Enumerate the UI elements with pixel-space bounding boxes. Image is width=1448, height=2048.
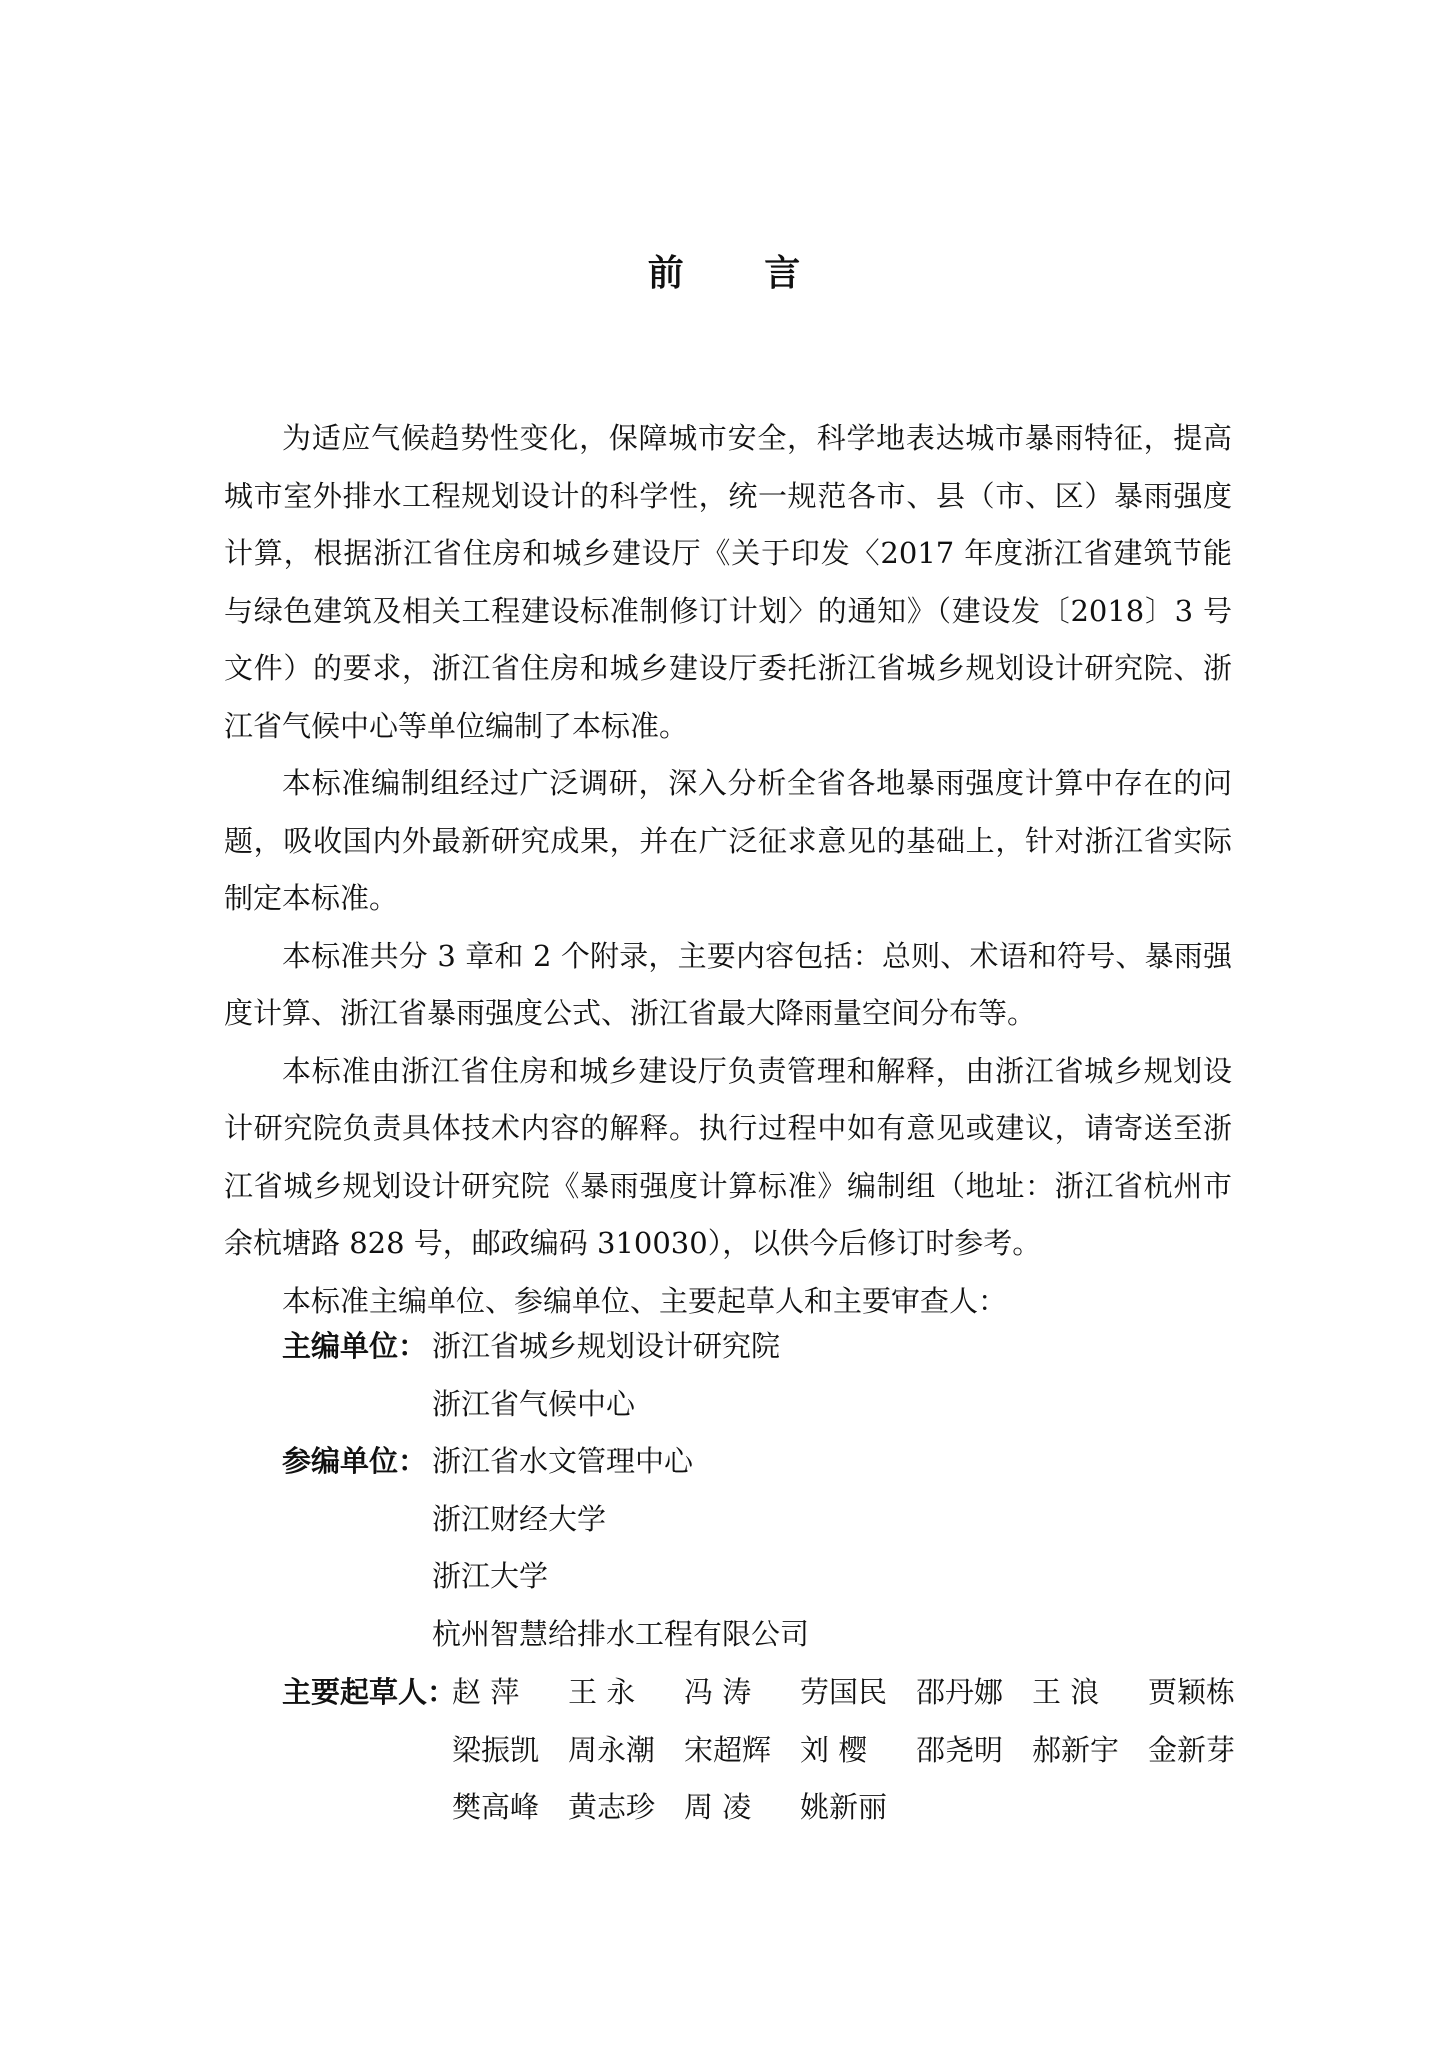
drafter-name: 贾颖栋	[1148, 1675, 1236, 1709]
participating-unit-label: 参编单位：	[282, 1444, 428, 1478]
drafter-name: 姚新丽	[800, 1790, 888, 1824]
participating-unit-row	[282, 1433, 1232, 1491]
drafter-name: 周永潮	[568, 1732, 656, 1767]
drafter-name: 邵丹娜	[916, 1675, 1004, 1709]
drafter-name: 冯 涛	[684, 1675, 752, 1709]
drafter-name: 黄志珍	[568, 1790, 656, 1824]
drafter-name: 金新芽	[1148, 1732, 1236, 1767]
drafter-row	[282, 1722, 1262, 1780]
drafter-list	[282, 1664, 1262, 1837]
paragraph-1: 为适应气候趋势性变化，保障城市安全，科学地表达城市暴雨特征，提高城市室外排水工程规划设计的科学性，统一规范各市、县（市、区）暴雨强度计算，根据浙江省住房和城乡建设厅《关于印发〈2017 年度浙江省建筑节能与绿色建筑及相关工程建设标准制修订计划〉的通知》（建设发〔2018〕3 号文件）的要求，浙江省住房和城乡建设厅委托浙江省城乡规划设计研究院、浙江省气候中心等单位编制了本标准。	[224, 421, 1232, 743]
chief-unit-row	[282, 1376, 1232, 1434]
unit-list	[282, 1318, 1232, 1663]
drafter-name: 王 浪	[1032, 1675, 1100, 1709]
participating-unit-name: 浙江大学	[432, 1559, 549, 1593]
drafter-name: 宋超辉	[684, 1732, 772, 1767]
drafter-row	[282, 1779, 1262, 1837]
preface-body	[224, 410, 1232, 1330]
drafter-name: 樊高峰	[452, 1790, 540, 1824]
drafter-row	[282, 1664, 1262, 1722]
drafter-name: 王 永	[568, 1675, 636, 1709]
drafter-name: 梁振凯	[452, 1732, 540, 1767]
drafter-name: 劳国民	[800, 1675, 888, 1709]
paragraph-5: 本标准主编单位、参编单位、主要起草人和主要审查人：	[282, 1283, 1008, 1318]
page-title: 前 言	[647, 253, 835, 294]
drafter-name: 周 凌	[684, 1790, 752, 1824]
drafter-name: 郝新宇	[1032, 1732, 1120, 1767]
chief-unit-name: 浙江省气候中心	[432, 1386, 636, 1421]
participating-unit-row	[282, 1606, 1232, 1664]
participating-unit-name: 浙江财经大学	[432, 1501, 607, 1536]
chief-unit-row	[282, 1318, 1232, 1376]
chief-unit-name: 浙江省城乡规划设计研究院	[432, 1329, 781, 1363]
participating-unit-row	[282, 1491, 1232, 1549]
participating-unit-name: 浙江省水文管理中心	[432, 1444, 694, 1478]
paragraph-3: 本标准共分 3 章和 2 个附录，主要内容包括：总则、术语和符号、暴雨强度计算、浙江省暴雨强度公式、浙江省最大降雨量空间分布等。	[224, 938, 1232, 1030]
paragraph-4: 本标准由浙江省住房和城乡建设厅负责管理和解释，由浙江省城乡规划设计研究院负责具体技术内容的解释。执行过程中如有意见或建议，请寄送至浙江省城乡规划设计研究院《暴雨强度计算标准》编制组（地址：浙江省杭州市余杭塘路 828 号，邮政编码 310030），以供今后修订时参考。	[224, 1053, 1232, 1260]
chief-unit-label: 主编单位：	[282, 1329, 428, 1363]
paragraph-2: 本标准编制组经过广泛调研，深入分析全省各地暴雨强度计算中存在的问题，吸收国内外最新研究成果，并在广泛征求意见的基础上，针对浙江省实际制定本标准。	[224, 766, 1232, 915]
drafter-name: 刘 樱	[800, 1732, 868, 1767]
participating-unit-name: 杭州智慧给排水工程有限公司	[432, 1616, 810, 1651]
drafter-label: 主要起草人：	[282, 1675, 457, 1709]
participating-unit-row	[282, 1548, 1232, 1606]
drafter-name: 赵 萍	[452, 1675, 520, 1709]
drafter-name: 邵尧明	[916, 1732, 1004, 1767]
